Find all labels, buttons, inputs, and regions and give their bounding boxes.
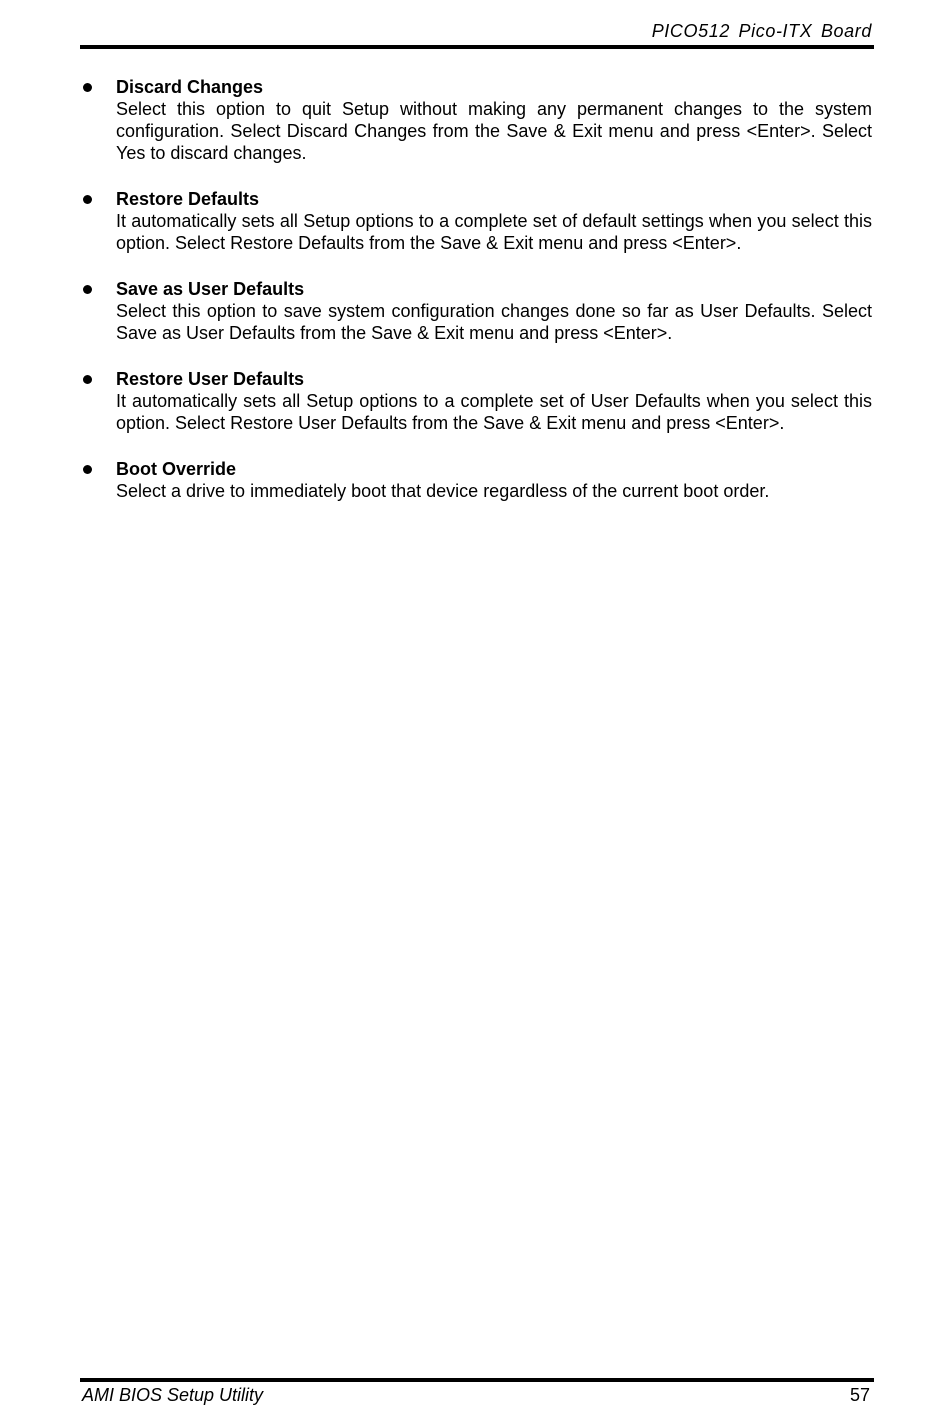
bullet-icon xyxy=(83,465,92,474)
bullet-icon xyxy=(83,375,92,384)
list-item-discard-changes xyxy=(80,76,872,164)
option-list xyxy=(80,76,872,526)
item-description: Select this option to save system configuration changes done so far as User Defaults. Select Save as User Defaults from the Save & Exit menu and press <Enter>. xyxy=(116,301,872,343)
item-description: It automatically sets all Setup options to a complete set of default settings when you select this option. Select Restore Defaults from the Save & Exit menu and press <Enter>. xyxy=(116,211,872,253)
item-title: Discard Changes xyxy=(116,77,264,97)
item-title: Restore User Defaults xyxy=(116,369,305,389)
footer-section-title: AMI BIOS Setup Utility xyxy=(82,1385,264,1405)
item-title: Save as User Defaults xyxy=(116,279,305,299)
header-rule xyxy=(80,45,874,49)
list-item-save-as-user-defaults xyxy=(80,278,872,344)
item-description: It automatically sets all Setup options to a complete set of User Defaults when you select this option. Select Restore User Defaults from the Save & Exit menu and press <Enter>. xyxy=(116,391,872,433)
item-title: Boot Override xyxy=(116,459,237,479)
bullet-icon xyxy=(83,285,92,294)
bullet-icon xyxy=(83,83,92,92)
item-description: Select a drive to immediately boot that device regardless of the current boot order. xyxy=(116,481,770,501)
bullet-icon xyxy=(83,195,92,204)
page-number: 57 xyxy=(849,1385,870,1405)
list-item-boot-override xyxy=(80,458,872,502)
footer-rule xyxy=(80,1378,874,1382)
item-description: Select this option to quit Setup without making any permanent changes to the system configuration. Select Discard Changes from the Save & Exit menu and press <Enter>. Select Yes to discard changes. xyxy=(116,99,872,163)
list-item-restore-user-defaults xyxy=(80,368,872,434)
list-item-restore-defaults xyxy=(80,188,872,254)
item-title: Restore Defaults xyxy=(116,189,260,209)
header-title: PICO512 Pico-ITX Board xyxy=(651,21,872,41)
